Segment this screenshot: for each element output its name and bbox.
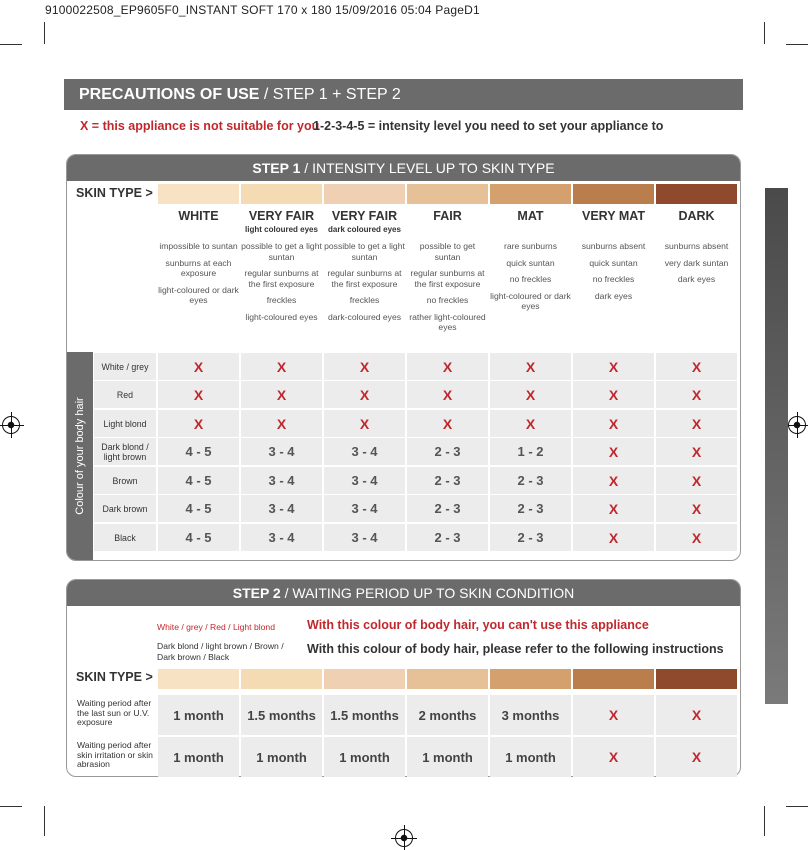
intensity-cell: X — [158, 381, 239, 408]
step2-red-label: White / grey / Red / Light blond — [157, 622, 275, 632]
description-line: dark-coloured eyes — [327, 311, 402, 322]
skin-swatch — [656, 184, 737, 204]
step2-skin-swatch — [573, 669, 654, 689]
waiting-period-cell: X — [656, 737, 737, 777]
precautions-subtitle: / STEP 1 + STEP 2 — [259, 86, 401, 103]
intensity-cell: X — [573, 381, 654, 408]
intensity-cell: 3 - 4 — [241, 524, 322, 551]
step1-title: STEP 1 — [252, 160, 301, 176]
step2-dark-label: Dark blond / light brown / Brown / Dark brown / Black — [157, 641, 284, 662]
intensity-cell: X — [158, 353, 239, 380]
skin-type-sub: dark coloured eyes — [328, 225, 401, 234]
step1-skin-type-label: SKIN TYPE > — [76, 186, 153, 200]
intensity-cell: 3 - 4 — [241, 495, 322, 522]
skin-type-description — [157, 241, 240, 312]
intensity-cell: 2 - 3 — [407, 467, 488, 494]
skin-swatch — [324, 184, 405, 204]
skin-type-description — [655, 241, 738, 291]
intensity-cell: 2 - 3 — [490, 495, 571, 522]
step2-skin-swatch — [490, 669, 571, 689]
legend-x-note: X = this appliance is not suitable for you — [80, 119, 320, 133]
intensity-cell: X — [490, 410, 571, 437]
skin-type-name: VERY FAIR — [331, 209, 398, 223]
waiting-period-cell: 3 months — [490, 695, 571, 735]
intensity-cell: X — [241, 410, 322, 437]
intensity-cell: X — [407, 353, 488, 380]
intensity-cell: X — [490, 353, 571, 380]
intensity-cell: X — [573, 467, 654, 494]
crop-mark — [0, 44, 22, 45]
waiting-period-cell: 1 month — [407, 737, 488, 777]
intensity-cell: X — [407, 410, 488, 437]
waiting-period-cell: 1 month — [241, 737, 322, 777]
skin-type-description — [323, 241, 406, 328]
intensity-cell: X — [656, 438, 737, 465]
hair-axis-label: Colour of your body hair — [74, 397, 86, 515]
description-line: freckles — [349, 295, 380, 305]
description-line: possible to get suntan — [419, 241, 476, 262]
hair-row-label: Dark brown — [94, 495, 156, 522]
step2-red-text: With this colour of body hair, you can't use this appliance — [307, 618, 649, 632]
description-line: possible to get a light suntan — [241, 241, 322, 262]
intensity-cell: X — [656, 495, 737, 522]
skin-swatch — [241, 184, 322, 204]
waiting-period-cell: 1 month — [158, 737, 239, 777]
hair-row-label: Dark blond / light brown — [94, 438, 156, 465]
step2-skin-type-label: SKIN TYPE > — [76, 670, 153, 684]
skin-swatch — [573, 184, 654, 204]
intensity-cell: X — [573, 353, 654, 380]
description-line: dark eyes — [594, 290, 633, 301]
crop-mark — [44, 806, 45, 836]
intensity-cell: 1 - 2 — [490, 438, 571, 465]
step2-skin-swatch — [158, 669, 239, 689]
skin-swatch — [407, 184, 488, 204]
intensity-cell: X — [324, 410, 405, 437]
hair-row-label: Light blond — [94, 410, 156, 437]
intensity-cell: X — [573, 524, 654, 551]
registration-mark — [788, 416, 806, 434]
intensity-cell: X — [656, 524, 737, 551]
description-line: rare sunburns — [503, 241, 558, 251]
intensity-cell: X — [324, 381, 405, 408]
description-line: dark eyes — [677, 274, 716, 284]
waiting-period-cell: 1.5 months — [324, 695, 405, 735]
hair-row-label: Red — [94, 381, 156, 408]
waiting-period-cell: X — [573, 695, 654, 735]
intensity-cell: X — [573, 438, 654, 465]
intensity-cell: 3 - 4 — [324, 438, 405, 465]
step1-subtitle: / INTENSITY LEVEL UP TO SKIN TYPE — [300, 160, 555, 176]
description-line: no freckles — [592, 274, 635, 284]
skin-type-description — [572, 241, 655, 307]
description-line: no freckles — [509, 274, 552, 284]
skin-type-name: DARK — [678, 209, 715, 223]
description-line: rather light-coloured eyes — [409, 311, 486, 332]
intensity-cell: X — [656, 353, 737, 380]
waiting-period-cell: X — [656, 695, 737, 735]
intensity-cell: X — [324, 353, 405, 380]
intensity-cell: X — [656, 467, 737, 494]
description-line: sunburns absent — [664, 241, 729, 251]
description-line: no freckles — [426, 295, 469, 305]
intensity-cell: X — [241, 353, 322, 380]
description-line: regular sunburns at the first exposure — [327, 268, 402, 289]
intensity-cell: 4 - 5 — [158, 438, 239, 465]
hair-row-label: Brown — [94, 467, 156, 494]
skin-type-name: FAIR — [433, 209, 462, 223]
description-line: very dark suntan — [664, 257, 729, 268]
skin-swatch — [158, 184, 239, 204]
legend-levels-note: 1-2-3-4-5 = intensity level you need to set your appliance to — [313, 119, 664, 133]
waiting-row-label: Waiting period after the last sun or U.V. exposure — [77, 698, 152, 727]
step1-header — [67, 155, 740, 181]
description-line: light-coloured or dark eyes — [158, 284, 239, 305]
waiting-period-cell: 2 months — [407, 695, 488, 735]
registration-mark — [395, 829, 413, 847]
step2-skin-swatch — [241, 669, 322, 689]
crop-mark — [786, 44, 808, 45]
intensity-cell: 3 - 4 — [241, 467, 322, 494]
skin-type-description — [406, 241, 489, 339]
crop-mark — [764, 22, 765, 44]
hair-axis-tab — [67, 352, 93, 560]
registration-mark — [2, 416, 20, 434]
skin-type-name: VERY MAT — [582, 209, 645, 223]
description-line: quick suntan — [506, 257, 555, 268]
step2-header — [67, 580, 740, 606]
intensity-cell: 4 - 5 — [158, 467, 239, 494]
intensity-cell: 2 - 3 — [490, 524, 571, 551]
intensity-cell: 2 - 3 — [407, 524, 488, 551]
intensity-cell: 2 - 3 — [407, 438, 488, 465]
waiting-period-cell: 1 month — [324, 737, 405, 777]
step2-skin-swatch — [407, 669, 488, 689]
description-line: freckles — [266, 295, 297, 305]
waiting-period-cell: 1.5 months — [241, 695, 322, 735]
description-line: regular sunburns at the first exposure — [244, 268, 319, 289]
print-info: 9100022508_EP9605F0_INSTANT SOFT 170 x 180 15/09/2016 05:04 PageD1 — [45, 3, 480, 17]
intensity-cell: X — [407, 381, 488, 408]
description-line: possible to get a light suntan — [324, 241, 405, 262]
description-line: quick suntan — [589, 257, 638, 268]
intensity-cell: 3 - 4 — [324, 495, 405, 522]
step2-skin-swatch — [324, 669, 405, 689]
intensity-cell: X — [573, 410, 654, 437]
skin-swatch — [490, 184, 571, 204]
step2-subtitle: / WAITING PERIOD UP TO SKIN CONDITION — [280, 585, 575, 601]
waiting-period-cell: 1 month — [158, 695, 239, 735]
description-line: sunburns absent — [581, 241, 646, 251]
side-tab — [765, 188, 788, 704]
precautions-header — [64, 79, 743, 110]
crop-mark — [44, 22, 45, 44]
step2-dark-text: With this colour of body hair, please refer to the following instructions — [307, 642, 724, 656]
description-line: light-coloured or dark eyes — [490, 290, 571, 311]
waiting-period-cell: X — [573, 737, 654, 777]
crop-mark — [786, 806, 808, 807]
skin-type-name: VERY FAIR — [248, 209, 315, 223]
description-line: regular sunburns at the first exposure — [410, 268, 485, 289]
intensity-cell: X — [241, 381, 322, 408]
description-line: light-coloured eyes — [245, 311, 318, 322]
intensity-cell: 3 - 4 — [324, 467, 405, 494]
skin-type-name: MAT — [517, 209, 544, 223]
crop-mark — [764, 806, 765, 836]
intensity-cell: 4 - 5 — [158, 495, 239, 522]
waiting-row-label: Waiting period after skin irritation or skin abrasion — [77, 740, 153, 769]
skin-type-description — [240, 241, 323, 328]
hair-row-label: Black — [94, 524, 156, 551]
precautions-title: PRECAUTIONS OF USE — [79, 86, 260, 103]
intensity-cell: X — [656, 410, 737, 437]
intensity-cell: X — [573, 495, 654, 522]
intensity-cell: 2 - 3 — [490, 467, 571, 494]
intensity-cell: X — [158, 410, 239, 437]
waiting-period-cell: 1 month — [490, 737, 571, 777]
intensity-cell: 4 - 5 — [158, 524, 239, 551]
intensity-cell: X — [490, 381, 571, 408]
skin-type-name: WHITE — [178, 209, 219, 223]
step2-title: STEP 2 — [232, 585, 281, 601]
skin-type-description — [489, 241, 572, 318]
description-line: sunburns at each exposure — [165, 257, 232, 278]
intensity-cell: 3 - 4 — [241, 438, 322, 465]
intensity-cell: 2 - 3 — [407, 495, 488, 522]
description-line: impossible to suntan — [159, 241, 238, 251]
step2-skin-swatch — [656, 669, 737, 689]
intensity-cell: X — [656, 381, 737, 408]
intensity-cell: 3 - 4 — [324, 524, 405, 551]
hair-row-label: White / grey — [94, 353, 156, 380]
crop-mark — [0, 806, 22, 807]
skin-type-sub: light coloured eyes — [245, 225, 318, 234]
